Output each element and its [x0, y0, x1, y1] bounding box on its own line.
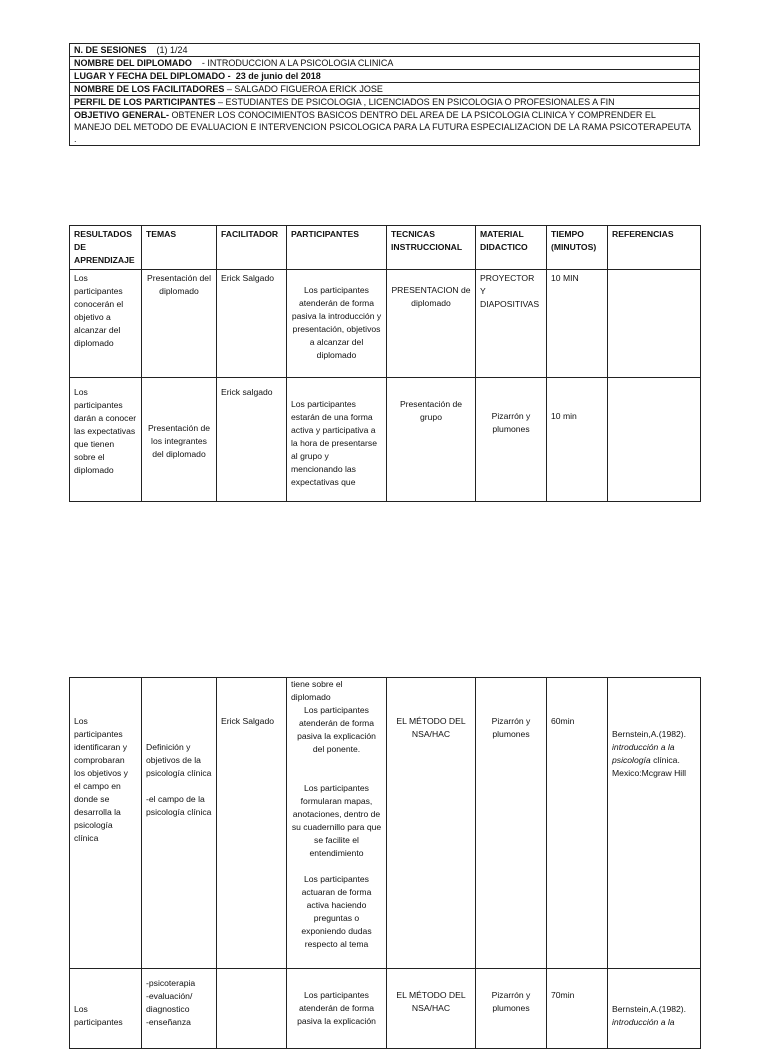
cell-tiempo: 10 MIN: [547, 270, 608, 378]
cell-resultados: Los participantes: [70, 969, 142, 1049]
cell-temas-ensenanza: -enseñanza: [146, 1017, 191, 1027]
cell-material: PROYECTOR Y DIAPOSITIVAS: [476, 270, 547, 378]
col-resultados: RESULTADOS DE APRENDIZAJE: [70, 226, 142, 270]
cell-material: Pizarrón y plumones: [476, 678, 547, 969]
cell-resultados: Los participantes darán a conocer las expectativas que tienen sobre el diplomado: [70, 378, 142, 502]
session-plan-table-continued: [69, 677, 701, 1049]
objetivo-label: OBJETIVO GENERAL-: [74, 110, 170, 120]
cell-tiempo: 60min: [547, 678, 608, 969]
perfil-label: PERFIL DE LOS PARTICIPANTES: [74, 97, 216, 107]
table-row: [70, 270, 701, 378]
cell-participantes: Los participantes atenderán de forma pasiva la introducción y presentación, objetivos a alcanzar del diplomado: [287, 270, 387, 378]
cell-participantes: [287, 678, 387, 969]
cell-tecnicas: EL MÉTODO DEL NSA/HAC: [387, 678, 476, 969]
cell-temas-psicoterapia: -psicoterapia: [146, 978, 196, 988]
col-participantes: PARTICIPANTES: [287, 226, 387, 270]
facilitadores-label: NOMBRE DE LOS FACILITADORES: [74, 84, 225, 94]
lugar-row: [70, 70, 700, 83]
cell-temas-campo: -el campo de la psicología clínica: [146, 794, 212, 817]
cell-facilitador: Erick Salgado: [217, 678, 287, 969]
cell-material: Pizarrón y plumones: [476, 969, 547, 1049]
cell-temas: [142, 678, 217, 969]
participantes-continuation: tiene sobre el diplomado: [291, 679, 343, 702]
ref-title: introducción a la: [612, 1017, 675, 1027]
cell-resultados: Los participantes conocerán el objetivo a alcanzar del diplomado: [70, 270, 142, 378]
cell-tiempo: 10 min: [547, 378, 608, 502]
facilitadores-value: – SALGADO FIGUEROA ERICK JOSE: [226, 84, 383, 94]
cell-participantes: Los participantes atenderán de forma pasiva la explicación: [287, 969, 387, 1049]
cell-participantes: Los participantes estarán de una forma activa y participativa a la hora de presentarse al grupo y mencionando las expectativas que: [287, 378, 387, 502]
cell-tecnicas: Presentación de grupo: [387, 378, 476, 502]
col-tiempo: TIEMPO (MINUTOS): [547, 226, 608, 270]
table-header-row: [70, 226, 701, 270]
cell-facilitador: Erick Salgado: [217, 270, 287, 378]
ref-publisher: Mexico:Mcgraw Hill: [612, 768, 687, 778]
diplomado-row: [70, 57, 700, 70]
session-plan-table: [69, 225, 701, 502]
lugar-label: LUGAR Y FECHA DEL DIPLOMADO -: [74, 71, 231, 81]
col-facilitador: FACILITADOR: [217, 226, 287, 270]
cell-material: Pizarrón y plumones: [476, 378, 547, 502]
col-tecnicas: TECNICAS INSTRUCCIONAL: [387, 226, 476, 270]
objetivo-row: [70, 109, 700, 146]
cell-tecnicas: EL MÉTODO DEL NSA/HAC: [387, 969, 476, 1049]
participantes-pasiva: Los participantes atenderán de forma pasiva la explicación del ponente.: [297, 705, 376, 754]
lugar-value: 23 de junio del 2018: [235, 71, 321, 81]
cell-referencias: [608, 378, 701, 502]
cell-referencias: [608, 270, 701, 378]
cell-temas-definicion: Definición y objetivos de la psicología clínica: [146, 742, 212, 778]
table-row: [70, 678, 701, 969]
col-referencias: REFERENCIAS: [608, 226, 701, 270]
sesiones-value: (1) 1/24: [156, 45, 188, 55]
perfil-row: [70, 96, 700, 109]
objetivo-value: OBTENER LOS CONOCIMIENTOS BASICOS DENTRO DEL AREA DE LA PSICOLOGIA CLINICA Y COMPRENDER EL MANEJO DEL METODO DE EVALUACION E INTERVENCION PSICOLOGICA PARA LA FUTURA ESPECIALIZACION DE LA RAMA PSICOTERAPEUTA .: [74, 110, 691, 144]
participantes-activa: Los participantes actuaran de forma activa haciendo preguntas o exponiendo dudas respecto al tema: [301, 874, 372, 949]
cell-temas: Presentación del diplomado: [142, 270, 217, 378]
facilitadores-row: [70, 83, 700, 96]
cell-resultados: Los participantes identificaran y comprobaran los objetivos y el campo en donde se desarrolla la psicología clínica: [70, 678, 142, 969]
cell-temas: Presentación de los integrantes del diplomado: [142, 378, 217, 502]
cell-facilitador: Erick salgado: [217, 378, 287, 502]
perfil-value: – ESTUDIANTES DE PSICOLOGIA , LICENCIADOS EN PSICOLOGIA O PROFESIONALES A FIN: [218, 97, 615, 107]
col-temas: TEMAS: [142, 226, 217, 270]
diplomado-label: NOMBRE DEL DIPLOMADO: [74, 58, 192, 68]
cell-tecnicas: PRESENTACION de diplomado: [387, 270, 476, 378]
cell-temas: [142, 969, 217, 1049]
table-row: [70, 378, 701, 502]
sesiones-label: N. DE SESIONES: [74, 45, 147, 55]
participantes-mapas: Los participantes formularan mapas, anotaciones, dentro de su cuadernillo para que se facilite el entendimiento: [291, 783, 382, 858]
cell-referencias: [608, 969, 701, 1049]
diplomado-value: - INTRODUCCION A LA PSICOLOGIA CLINICA: [201, 58, 394, 68]
cell-tiempo: 70min: [547, 969, 608, 1049]
table-row: [70, 969, 701, 1049]
session-row: [70, 44, 700, 57]
cell-facilitador: [217, 969, 287, 1049]
cell-referencias: [608, 678, 701, 969]
session-header-table: [69, 43, 700, 146]
ref-author: Bernstein,A.(1982).: [612, 729, 687, 739]
ref-title-tail: clínica.: [650, 755, 680, 765]
col-material: MATERIAL DIDACTICO: [476, 226, 547, 270]
ref-title: introducción a la psicología: [612, 742, 675, 765]
ref-author: Bernstein,A.(1982).: [612, 1004, 687, 1014]
cell-temas-evaluacion: -evaluación/ diagnostico: [146, 991, 193, 1014]
